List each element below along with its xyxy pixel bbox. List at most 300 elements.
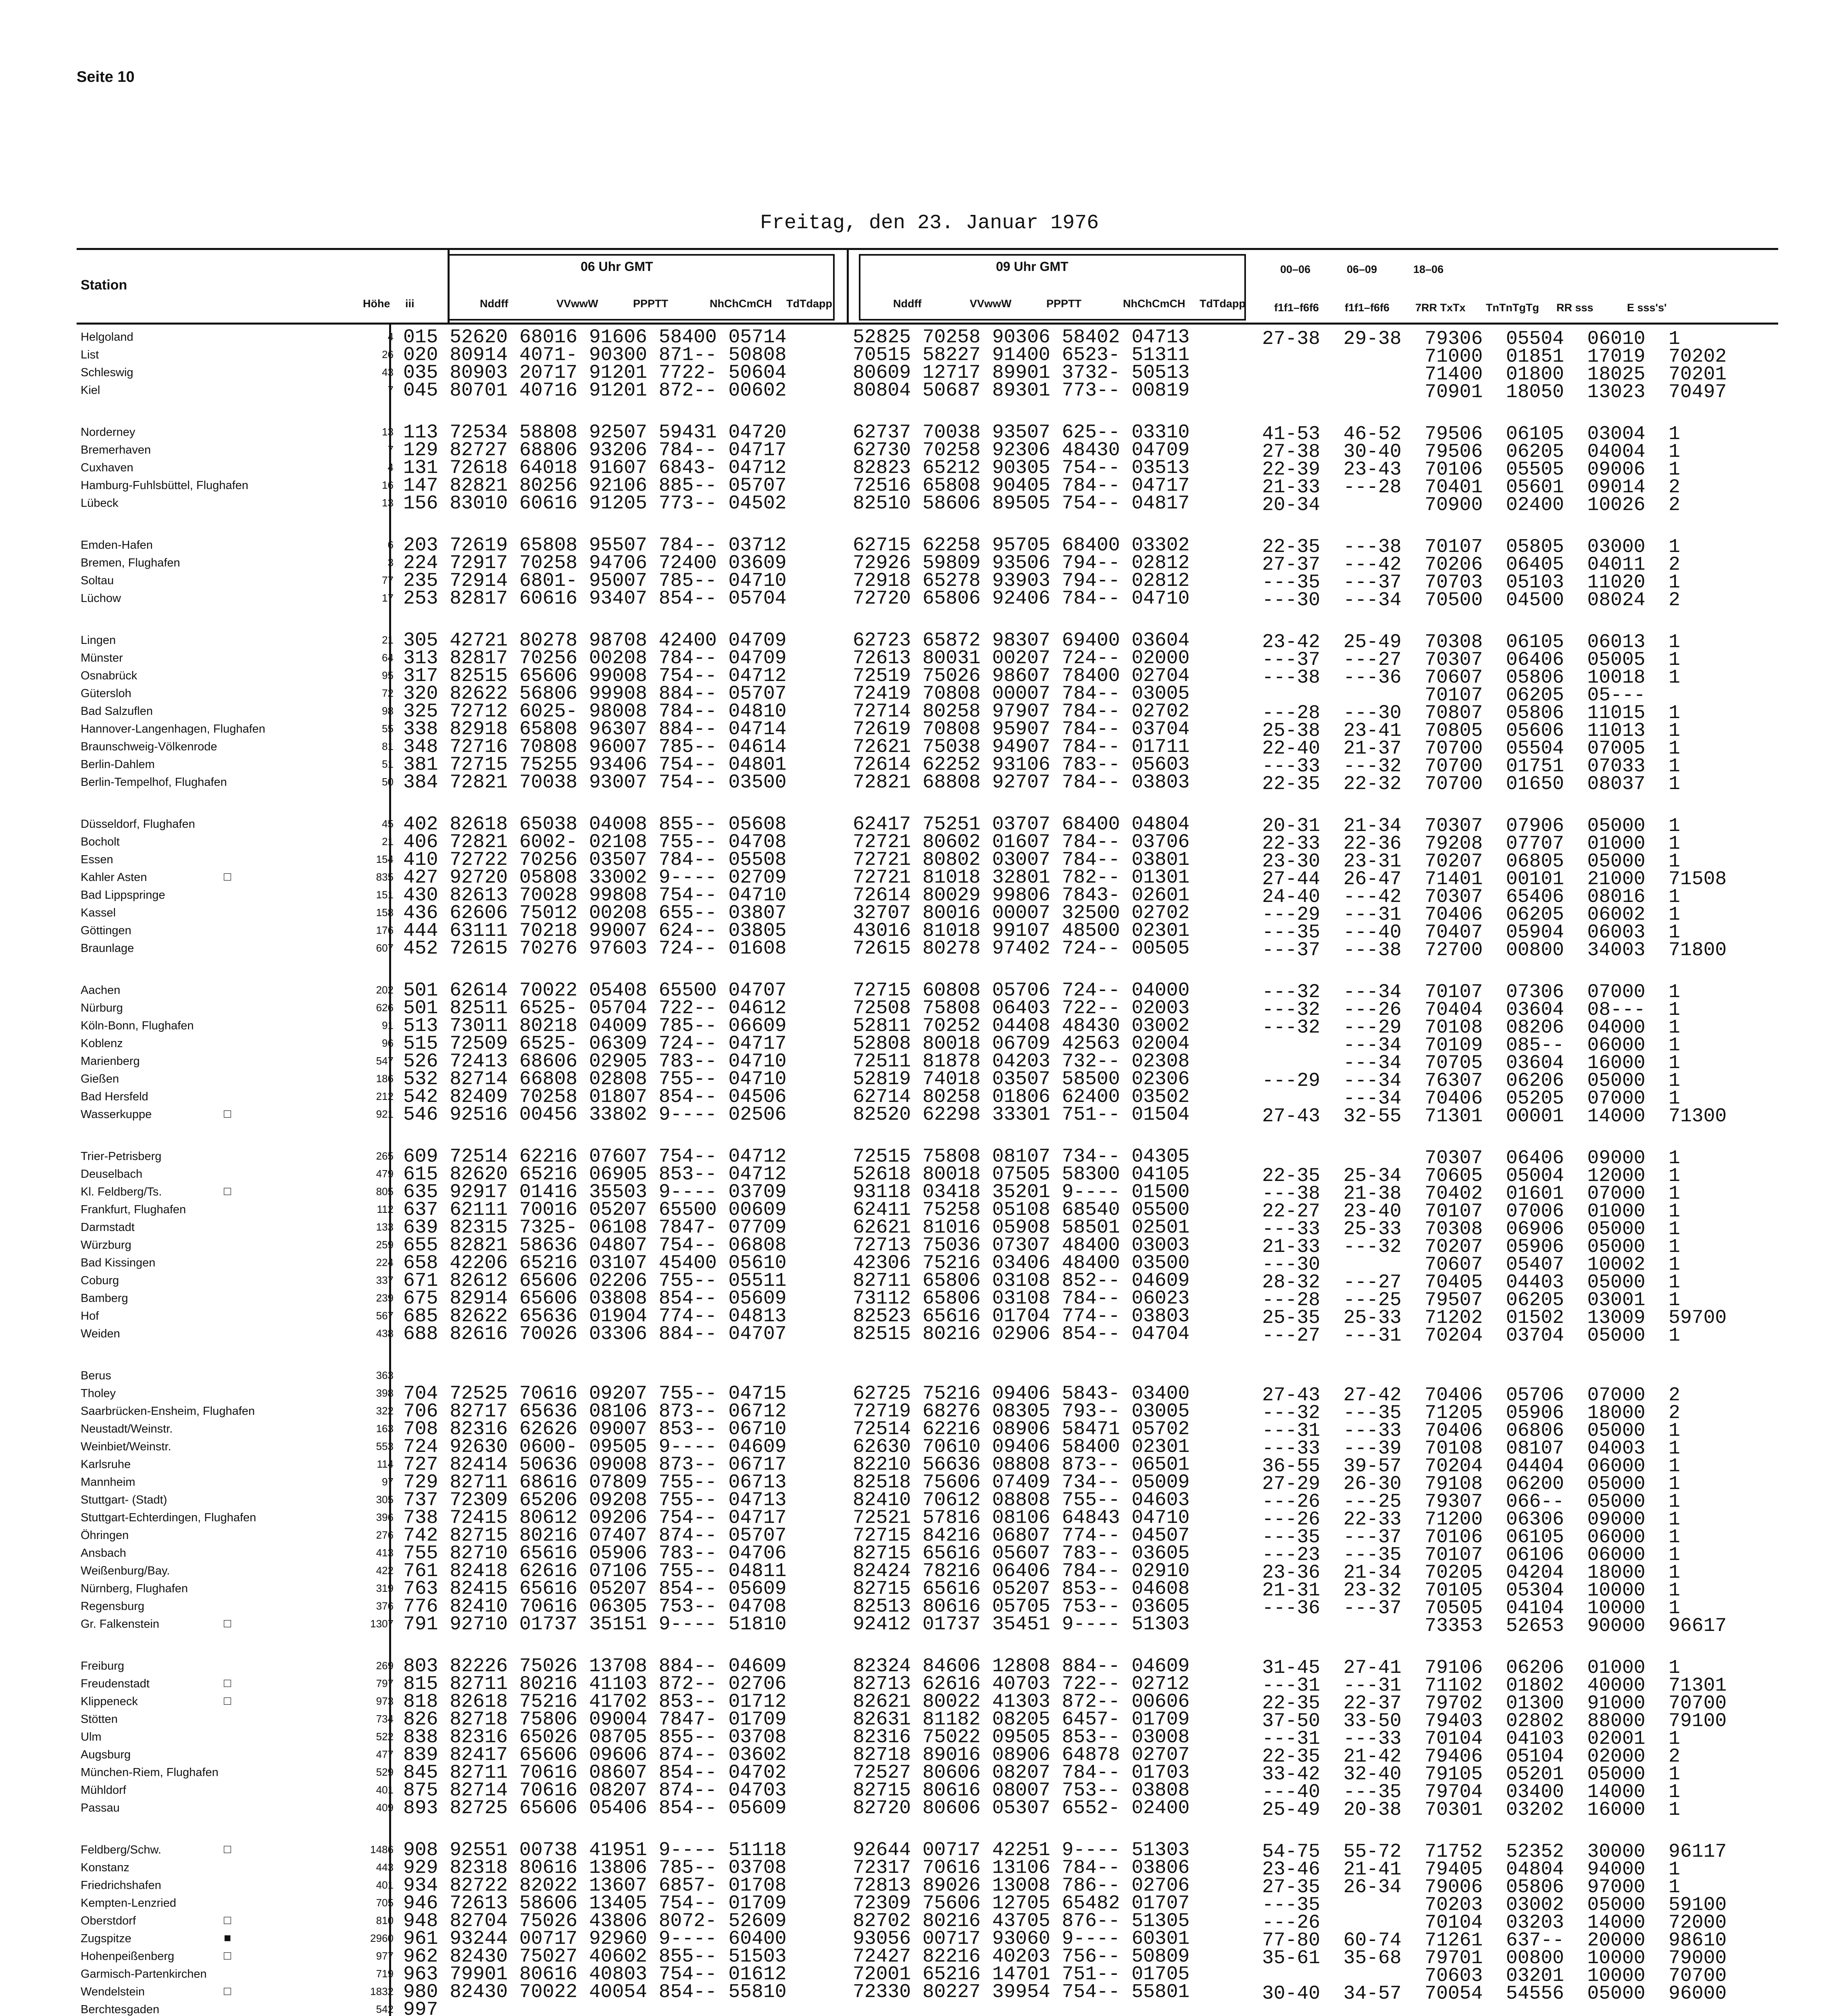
obs-06-values: 325 72712 6025- 98008 784-- 04810 [403,701,787,723]
extra-values: ---40 ---35 79704 03400 14000 1 [1262,1781,1680,1803]
obs-09-values: 72527 80606 08207 784-- 01703 [853,1762,1190,1784]
obs-06-values: 635 92917 01416 35503 9---- 03709 [403,1181,787,1203]
extra-values: 30-40 34-57 70054 54556 05000 96000 [1262,1983,1727,2005]
extra-values: 20-34 70900 02400 10026 2 [1262,494,1680,516]
obs-09-values: 82316 75022 09505 853-- 03008 [853,1727,1190,1748]
station-name: Schleswig [81,366,133,379]
station-name: Mühldorf [81,1784,126,1797]
extra-values: 23-46 21-41 79405 04804 94000 1 [1262,1859,1680,1881]
vline-iii [448,248,450,323]
column-header: Nddff [893,298,922,310]
obs-06-values: 637 62111 70016 05207 65500 00609 [403,1199,787,1221]
station-altitude: 95 [382,669,394,681]
obs-09-values: 82210 56636 08808 873-- 06501 [853,1454,1190,1476]
column-header: PPPTT [1046,298,1082,310]
obs-06-values: 035 80903 20717 91201 7722- 50604 [403,362,787,384]
obs-09-values: 62417 75251 03707 68400 04804 [853,814,1190,835]
station-altitude: 477 [376,1748,394,1760]
station-altitude: 567 [376,1310,394,1322]
obs-09-values: 72713 75036 07307 48400 03003 [853,1235,1190,1256]
station-name: Lüchow [81,592,121,605]
extra-period-header: 00–06 [1280,263,1311,275]
extra-values: 41-53 46-52 79506 06105 03004 1 [1262,423,1680,445]
station-name: Berlin-Tempelhof, Flughafen [81,776,227,789]
station-altitude: 734 [376,1713,394,1725]
extra-values: ---31 ---33 70104 04103 02001 1 [1262,1728,1680,1750]
extra-values: ---29 ---31 70406 06205 06002 1 [1262,904,1680,926]
station-altitude: 542 [376,2003,394,2015]
obs-06-values: 045 80701 40716 91201 872-- 00602 [403,380,787,402]
extra-values: 23-30 23-31 70207 06805 05000 1 [1262,851,1680,873]
obs-09-values: 62621 81016 05908 58501 02501 [853,1217,1190,1239]
obs-09-values: 82510 58606 89505 754-- 04817 [853,493,1190,514]
obs-06-values: 444 63111 70218 99007 624-- 03805 [403,920,787,942]
station-marker: □ [224,1107,231,1120]
obs-06-values: 727 82414 50636 09008 873-- 06717 [403,1454,787,1476]
station-altitude: 921 [376,1108,394,1120]
extra-column-header: f1f1–f6f6 [1345,302,1390,314]
station-altitude: 409 [376,1801,394,1814]
station-name: Stuttgart-Echterdingen, Flughafen [81,1511,256,1524]
station-name: Friedrichshafen [81,1879,161,1892]
obs-09-values: 93118 03418 35201 9---- 01500 [853,1181,1190,1203]
extra-values: ---38 ---36 70607 05806 10018 1 [1262,667,1680,689]
obs-09-values: 52819 74018 03507 58500 02306 [853,1068,1190,1090]
obs-09-values: 72719 68276 08305 793-- 03005 [853,1401,1190,1422]
extra-column-header: f1f1–f6f6 [1274,302,1319,314]
extra-values: 70307 06406 09000 1 [1262,1148,1680,1169]
station-name: Berchtesgaden [81,2003,160,2016]
station-altitude: 133 [376,1221,394,1233]
station-name: Augsburg [81,1748,131,1761]
header-station: Station [81,277,127,293]
station-name: Oberstdorf [81,1914,136,1927]
column-header: NhChCmCH [1123,298,1185,310]
extra-values: 22-33 22-36 79208 07707 01000 1 [1262,833,1680,855]
station-marker: □ [224,870,231,883]
obs-09-values: 92644 00717 42251 9---- 51303 [853,1839,1190,1861]
station-altitude: 17 [382,592,394,604]
obs-06-values: 348 72716 70808 96007 785-- 04614 [403,736,787,758]
station-altitude: 72 [382,687,394,699]
station-altitude: 212 [376,1090,394,1102]
station-name: Gr. Falkenstein [81,1618,160,1631]
station-altitude: 337 [376,1274,394,1286]
extra-values: 31-45 27-41 79106 06206 01000 1 [1262,1657,1680,1679]
extra-values: 25-38 23-41 70805 05606 11013 1 [1262,720,1680,742]
station-name: Hannover-Langenhagen, Flughafen [81,723,265,735]
obs-06-values: 513 73011 80218 04009 785-- 06609 [403,1015,787,1037]
obs-09-values: 82621 80022 41303 872-- 00606 [853,1691,1190,1713]
column-header: NhChCmCH [710,298,772,310]
obs-09-values: 82410 70612 08808 755-- 04603 [853,1489,1190,1511]
obs-06-values: 515 72509 6525- 06309 724-- 04717 [403,1033,787,1055]
column-header: Nddff [480,298,508,310]
station-name: Nürburg [81,1002,123,1014]
extra-period-header: 06–09 [1347,263,1377,275]
extra-values: ---31 ---31 71102 01802 40000 71301 [1262,1675,1727,1697]
obs-09-values: 82324 84606 12808 884-- 04609 [853,1656,1190,1677]
station-name: Bad Salzuflen [81,705,153,718]
station-altitude: 6 [387,539,394,551]
obs-06-values: 203 72619 65808 95507 784-- 03712 [403,535,787,556]
obs-06-values: 934 82722 82022 13607 6857- 01708 [403,1875,787,1897]
obs-06-values: 542 82409 70258 01807 854-- 04506 [403,1086,787,1108]
station-name: Deuselbach [81,1168,143,1181]
obs-06-values: 706 82717 65636 08106 873-- 06712 [403,1401,787,1422]
station-name: Konstanz [81,1861,129,1874]
extra-values: ---31 ---33 70406 06806 05000 1 [1262,1420,1680,1442]
station-altitude: 265 [376,1150,394,1162]
obs-09-values: 72508 75808 06403 722-- 02003 [853,998,1190,1019]
station-name: Weißenburg/Bay. [81,1564,170,1577]
obs-06-values: 402 82618 65038 04008 855-- 05608 [403,814,787,835]
station-name: Köln-Bonn, Flughafen [81,1019,194,1032]
obs-09-values: 62715 62258 95705 68400 03302 [853,535,1190,556]
station-altitude: 401 [376,1784,394,1796]
extra-values: 21-33 ---28 70401 05601 09014 2 [1262,477,1680,498]
obs-06-values: 427 92720 05808 33002 9---- 02709 [403,867,787,889]
station-altitude: 97 [382,1476,394,1488]
obs-09-values: 52618 80018 07505 58300 04105 [853,1164,1190,1185]
station-altitude: 973 [376,1695,394,1707]
obs-09-values: 72918 65278 93903 794-- 02812 [853,570,1190,592]
extra-values: ---33 ---32 70700 01751 07033 1 [1262,756,1680,777]
station-altitude: 276 [376,1529,394,1541]
station-altitude: 91 [382,1019,394,1031]
extra-values: 22-39 23-43 70106 05505 09006 1 [1262,459,1680,481]
station-altitude: 547 [376,1055,394,1067]
obs-09-values: 72619 70808 95907 784-- 03704 [853,719,1190,740]
station-name: Stuttgart- (Stadt) [81,1493,167,1506]
extra-column-header: E sss's' [1627,302,1667,314]
obs-09-values: 72721 80802 03007 784-- 03801 [853,849,1190,871]
extra-values: 28-32 ---27 70405 04403 05000 1 [1262,1272,1680,1293]
obs-06-values: 961 93244 00717 92960 9---- 60400 [403,1928,787,1950]
station-altitude: 401 [376,1879,394,1891]
extra-values: ---26 70104 03203 14000 72000 [1262,1912,1727,1934]
station-name: Kahler Asten [81,871,147,884]
station-name: Cuxhaven [81,461,133,474]
obs-09-values: 72721 81018 32801 782-- 01301 [853,867,1190,889]
extra-values: ---26 ---25 79307 066-- 05000 1 [1262,1491,1680,1513]
station-altitude: 1486 [370,1843,394,1856]
extra-column-header: TnTnTgTg [1486,302,1539,314]
obs-09-values: 72613 80031 00207 724-- 02000 [853,648,1190,669]
station-altitude: 151 [376,889,394,901]
obs-06-values: 129 82727 68806 93206 784-- 04717 [403,439,787,461]
station-altitude: 1307 [370,1618,394,1630]
station-altitude: 607 [376,942,394,954]
group-09-label: 09 Uhr GMT [996,259,1069,274]
obs-09-values: 72821 68808 92707 784-- 03803 [853,772,1190,793]
column-header: VVwwW [970,298,1012,310]
obs-06-values: 658 42206 65216 03107 45400 05610 [403,1252,787,1274]
obs-06-values: 655 82821 58636 04807 754-- 06808 [403,1235,787,1256]
obs-06-values: 815 82711 80216 41103 872-- 02706 [403,1673,787,1695]
station-name: Soltau [81,574,114,587]
station-altitude: 529 [376,1766,394,1778]
station-name: Koblenz [81,1037,123,1050]
obs-06-values: 803 82226 75026 13708 884-- 04609 [403,1656,787,1677]
station-altitude: 21 [382,634,394,646]
extra-values: 22-35 22-37 79702 01300 91000 70700 [1262,1693,1727,1714]
obs-06-values: 946 72613 58606 13405 754-- 01709 [403,1893,787,1914]
obs-06-values: 980 82430 70022 40054 854-- 55810 [403,1981,787,2003]
station-altitude: 77 [382,574,394,586]
obs-09-values: 72427 82216 40203 756-- 50809 [853,1946,1190,1968]
station-altitude: 26 [382,348,394,360]
station-altitude: 64 [382,652,394,664]
extra-values: ---30 ---34 70500 04500 08024 2 [1262,589,1680,611]
extra-values: ---28 ---25 79507 06205 03001 1 [1262,1289,1680,1311]
station-marker: ■ [224,1931,231,1945]
obs-06-values: 313 82817 70256 00208 784-- 04709 [403,648,787,669]
station-name: Wasserkuppe [81,1108,152,1121]
station-altitude: 797 [376,1677,394,1689]
obs-06-values: 704 72525 70616 09207 755-- 04715 [403,1383,787,1405]
station-name: Wendelstein [81,1985,145,1998]
station-marker: □ [224,1677,231,1690]
obs-09-values: 82718 89016 08906 64878 02707 [853,1744,1190,1766]
station-name: Hamburg-Fuhlsbüttel, Flughafen [81,479,248,492]
extra-values: ---23 ---35 70107 06106 06000 1 [1262,1544,1680,1566]
station-name: Bad Kissingen [81,1256,156,1269]
station-altitude: 363 [376,1369,394,1381]
obs-09-values: 72330 80227 39954 754-- 55801 [853,1981,1190,2003]
station-altitude: 319 [376,1582,394,1594]
extra-values: ---32 ---35 71205 05906 18000 2 [1262,1402,1680,1424]
station-name: Bad Hersfeld [81,1090,148,1103]
extra-values: ---32 ---26 70404 03604 08--- 1 [1262,999,1680,1021]
obs-06-values: 384 72821 70038 93007 754-- 03500 [403,772,787,793]
obs-09-values: 72614 62252 93106 783-- 05603 [853,754,1190,776]
obs-06-values: 305 42721 80278 98708 42400 04709 [403,630,787,652]
station-name: Ansbach [81,1547,126,1560]
extra-column-header: RR sss [1556,302,1594,314]
station-name: München-Riem, Flughafen [81,1766,219,1779]
obs-09-values: 72516 65808 90405 784-- 04717 [853,475,1190,497]
station-name: Weinbiet/Weinstr. [81,1440,171,1453]
obs-06-values: 452 72615 70276 97603 724-- 01608 [403,938,787,960]
station-altitude: 43 [382,366,394,378]
extra-values: 27-38 29-38 79306 05504 06010 1 [1262,328,1680,350]
obs-06-values: 737 72309 65206 09208 755-- 04713 [403,1489,787,1511]
extra-values: 21-33 ---32 70207 05906 05000 1 [1262,1236,1680,1258]
station-name: Gütersloh [81,687,131,700]
station-name: Lingen [81,634,116,647]
station-name: Hof [81,1310,99,1322]
obs-06-values: 406 72821 6002- 02108 755-- 04708 [403,831,787,853]
station-name: Bad Lippspringe [81,889,165,902]
header-bottom-line [77,323,1778,325]
obs-09-values: 72715 84216 06807 774-- 04507 [853,1525,1190,1547]
extra-values: 25-49 20-38 70301 03202 16000 1 [1262,1799,1680,1821]
extra-values: 70603 03201 10000 70700 [1262,1965,1727,1987]
obs-09-values: 62714 80258 01806 62400 03502 [853,1086,1190,1108]
extra-values: 27-35 26-34 79006 05806 97000 1 [1262,1876,1680,1898]
extra-values: 22-35 21-42 79406 05104 02000 2 [1262,1746,1680,1768]
extra-values: 23-36 21-34 70205 04204 18000 1 [1262,1562,1680,1584]
obs-06-values: 671 82612 65606 02206 755-- 05511 [403,1270,787,1292]
obs-06-values: 755 82710 65616 05906 783-- 04706 [403,1543,787,1564]
station-altitude: 112 [377,1203,394,1215]
extra-values: 27-29 26-30 79108 06200 05000 1 [1262,1473,1680,1495]
obs-09-values: 72621 75038 94907 784-- 01711 [853,736,1190,758]
station-name: Frankfurt, Flughafen [81,1203,186,1216]
obs-09-values: 43016 81018 99107 48500 02301 [853,920,1190,942]
obs-06-values: 845 82711 70616 08607 854-- 04702 [403,1762,787,1784]
station-altitude: 398 [376,1387,394,1399]
obs-09-values: 70515 58227 91400 6523- 51311 [853,344,1190,366]
obs-09-values: 82720 80606 05307 6552- 02400 [853,1797,1190,1819]
station-name: Karlsruhe [81,1458,131,1471]
extra-values: ---36 ---37 70505 04104 10000 1 [1262,1597,1680,1619]
station-altitude: 522 [376,1731,394,1743]
obs-09-values: 82515 80216 02906 854-- 04704 [853,1323,1190,1345]
station-altitude: 626 [376,1002,394,1014]
station-name: Emden-Hafen [81,539,153,552]
obs-06-values: 609 72514 62216 07607 754-- 04712 [403,1146,787,1168]
station-altitude: 186 [376,1073,394,1085]
station-altitude: 479 [376,1168,394,1180]
obs-09-values: 72714 80258 97907 784-- 02702 [853,701,1190,723]
obs-06-values: 317 82515 65606 99008 754-- 04712 [403,665,787,687]
extra-values: ---34 70705 03604 16000 1 [1262,1052,1680,1074]
extra-values: ---33 25-33 70308 06906 05000 1 [1262,1218,1680,1240]
station-name: Trier-Petrisberg [81,1150,162,1163]
station-altitude: 13 [382,497,394,509]
obs-06-values: 224 72917 70258 94706 72400 03609 [403,552,787,574]
station-name: Garmisch-Partenkirchen [81,1968,207,1981]
obs-09-values: 82424 78216 06406 784-- 02910 [853,1560,1190,1582]
obs-09-values: 82715 65616 05607 783-- 03605 [853,1543,1190,1564]
station-name: Weiden [81,1327,120,1340]
obs-06-values: 742 82715 80216 07407 874-- 05707 [403,1525,787,1547]
extra-values: ---33 ---39 70108 08107 04003 1 [1262,1438,1680,1460]
station-name: Göttingen [81,924,131,937]
station-altitude: 719 [376,1968,394,1980]
station-name: Neustadt/Weinstr. [81,1422,173,1435]
obs-09-values: 52808 80018 06709 42563 02004 [853,1033,1190,1055]
obs-09-values: 72317 70616 13106 784-- 03806 [853,1857,1190,1879]
station-name: Bremen, Flughafen [81,556,180,569]
station-name: Bremerhaven [81,444,151,456]
obs-09-values: 72519 75026 98607 78400 02704 [853,665,1190,687]
station-altitude: 81 [382,740,394,752]
extra-values: 27-43 32-55 71301 00001 14000 71300 [1262,1106,1727,1127]
obs-06-values: 962 82430 75027 40602 855-- 51503 [403,1946,787,1968]
station-altitude: 163 [376,1422,394,1435]
station-altitude: 202 [376,984,394,996]
obs-09-values: 80804 50687 89301 773-- 00819 [853,380,1190,402]
extra-values: 71000 01851 17019 70202 [1262,346,1727,368]
extra-values: ---35 70203 03002 05000 59100 [1262,1894,1727,1916]
station-name: Würzburg [81,1239,131,1252]
obs-06-values: 113 72534 58808 92507 59431 04720 [403,422,787,444]
extra-values: 22-35 ---38 70107 05805 03000 1 [1262,536,1680,558]
obs-09-values: 82523 65616 01704 774-- 03803 [853,1306,1190,1327]
station-altitude: 259 [376,1239,394,1251]
obs-09-values: 82702 80216 43705 876-- 51305 [853,1910,1190,1932]
extra-column-header: 7RR TxTx [1415,302,1466,314]
station-name: Bamberg [81,1292,128,1305]
station-altitude: 2960 [370,1932,394,1944]
obs-09-values: 82715 65616 05207 853-- 04608 [853,1578,1190,1600]
obs-09-values: 72813 89026 13008 786-- 02706 [853,1875,1190,1897]
obs-06-values: 875 82714 70616 08207 874-- 04703 [403,1780,787,1801]
obs-06-values: 235 72914 6801- 95007 785-- 04710 [403,570,787,592]
extra-values: 36-55 39-57 70204 04404 06000 1 [1262,1456,1680,1477]
station-name: Tholey [81,1387,116,1400]
obs-06-values: 381 72715 75255 93406 754-- 04801 [403,754,787,776]
obs-09-values: 32707 80016 00007 32500 02702 [853,902,1190,924]
obs-06-values: 791 92710 01737 35151 9---- 51810 [403,1614,787,1635]
obs-09-values: 82711 65806 03108 852-- 04609 [853,1270,1190,1292]
obs-09-values: 72309 75606 12705 65482 01707 [853,1893,1190,1914]
obs-06-values: 639 82315 7325- 06108 7847- 07709 [403,1217,787,1239]
obs-06-values: 156 83010 60616 91205 773-- 04502 [403,493,787,514]
extra-values: 27-44 26-47 71401 00101 21000 71508 [1262,868,1727,890]
extra-values: 21-31 23-32 70105 05304 10000 1 [1262,1580,1680,1602]
station-altitude: 835 [376,871,394,883]
station-name: Freudenstadt [81,1677,150,1690]
extra-values: 20-31 21-34 70307 07906 05000 1 [1262,815,1680,837]
obs-09-values: 42306 75216 03406 48400 03500 [853,1252,1190,1274]
extra-values: 23-42 25-49 70308 06105 06013 1 [1262,631,1680,653]
obs-09-values: 82518 75606 07409 734-- 05009 [853,1472,1190,1493]
obs-09-values: 72720 65806 92406 784-- 04710 [853,588,1190,610]
station-altitude: 376 [376,1600,394,1612]
station-altitude: 269 [376,1660,394,1672]
station-name: Düsseldorf, Flughafen [81,818,195,831]
obs-09-values: 82520 62298 33301 751-- 01504 [853,1104,1190,1126]
obs-06-values: 436 62606 75012 00208 655-- 03807 [403,902,787,924]
obs-09-values: 62737 70038 93507 625-- 03310 [853,422,1190,444]
obs-09-values: 72721 80602 01607 784-- 03706 [853,831,1190,853]
station-altitude: 96 [382,1037,394,1049]
extra-values: 35-61 35-68 79701 00800 10000 79000 [1262,1947,1727,1969]
station-marker: □ [224,1185,231,1198]
station-name: Braunschweig-Völkenrode [81,740,217,753]
station-name: Kiel [81,384,100,397]
station-name: Mannheim [81,1476,135,1489]
obs-09-values: 72715 60808 05706 724-- 04000 [853,980,1190,1002]
station-altitude: 4 [387,461,394,473]
obs-06-values: 532 82714 66808 02808 755-- 04710 [403,1068,787,1090]
station-altitude: 396 [376,1511,394,1523]
extra-values: 70901 18050 13023 70497 [1262,381,1727,403]
obs-09-values: 82631 81182 08205 6457- 01709 [853,1709,1190,1731]
obs-09-values: 72521 57816 08106 64843 04710 [853,1507,1190,1529]
station-altitude: 305 [376,1493,394,1506]
station-name: Passau [81,1801,120,1814]
obs-06-values: 963 79901 80616 40803 754-- 01612 [403,1964,787,1985]
station-altitude: 50 [382,776,394,788]
obs-06-values: 688 82616 70026 03306 884-- 04707 [403,1323,787,1345]
obs-06-values: 501 62614 70022 05408 65500 04707 [403,980,787,1002]
obs-06-values: 708 82316 62626 09007 853-- 06710 [403,1418,787,1440]
extra-values: ---35 ---37 70106 06105 06000 1 [1262,1527,1680,1548]
obs-06-values: 929 82318 80616 13806 785-- 03708 [403,1857,787,1879]
station-name: Stötten [81,1713,118,1726]
station-altitude: 51 [382,758,394,770]
station-altitude: 45 [382,818,394,830]
obs-09-values: 72926 59809 93506 794-- 02812 [853,552,1190,574]
station-altitude: 13 [382,426,394,438]
obs-09-values: 82823 65212 90305 754-- 03513 [853,457,1190,479]
extra-values: 77-80 60-74 71261 637-- 20000 98610 [1262,1930,1727,1951]
